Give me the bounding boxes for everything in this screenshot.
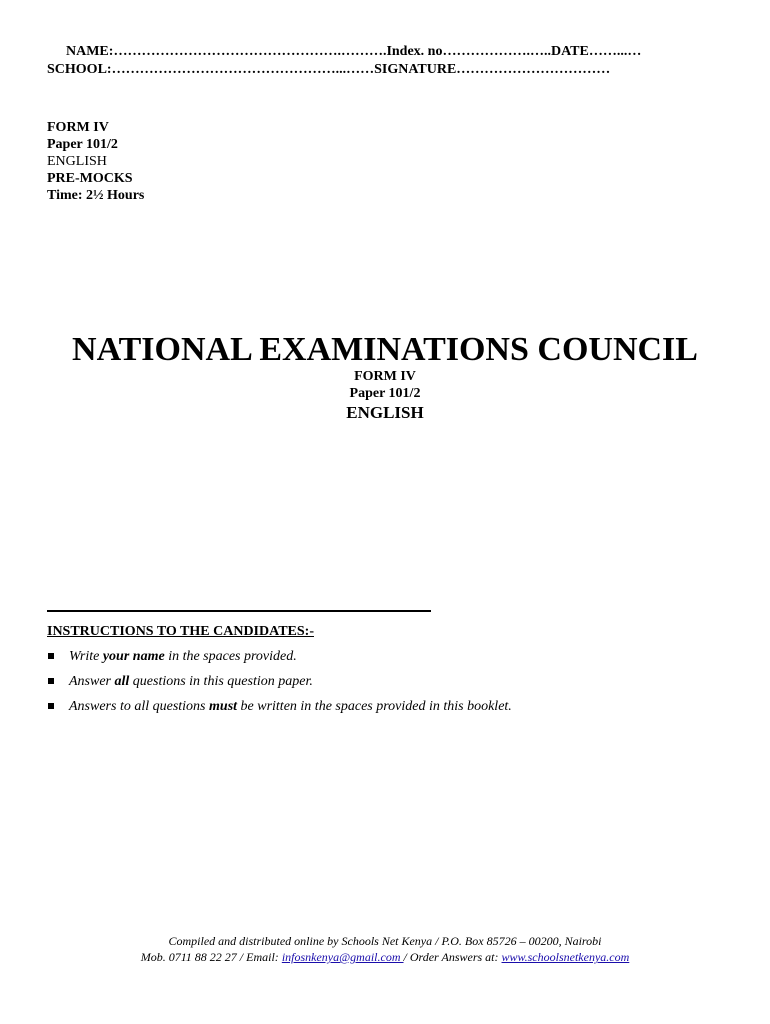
title-form: FORM IV [354,369,416,384]
website-link[interactable]: www.schoolsnetkenya.com [501,950,630,964]
square-bullet-icon [48,703,54,709]
date-label: DATE [550,44,589,59]
index-label: Index. no [386,44,443,59]
meta-exam: PRE-MOCKS [47,171,133,186]
square-bullet-icon [48,653,54,659]
footer-mob-text: Mob. 0711 88 22 27 / Email: [140,950,282,964]
meta-time: Time: 2½ Hours [47,188,145,203]
instruction-text: be written in the spaces provided in this booklet. [237,699,512,714]
title-subject: ENGLISH [346,403,424,422]
signature-blank[interactable]: …………………………… [456,62,611,77]
school-label: SCHOOL: [47,62,112,77]
instruction-text: questions in this question paper. [129,674,313,689]
footer-line-1: Compiled and distributed online by Schools Net Kenya / P.O. Box 85726 – 00200, Nairobi [168,934,602,948]
square-bullet-icon [48,678,54,684]
instruction-emphasis: must [209,699,238,714]
instruction-text: Write [69,649,103,664]
divider [47,610,431,612]
date-blank[interactable]: ……...… [588,44,642,59]
name-label: NAME: [66,44,114,59]
meta-subject: ENGLISH [47,154,107,169]
signature-label: SIGNATURE [374,62,457,77]
meta-form: FORM IV [47,120,109,135]
school-signature-line [47,61,610,78]
paper-meta [47,119,144,204]
footer-order-text: / Order Answers at: [403,950,502,964]
name-index-date-line [66,43,641,60]
footer-line-2 [0,949,770,965]
index-blank[interactable]: ……………….….. [442,44,551,59]
instruction-emphasis: your name [102,649,165,664]
email-link[interactable]: infosnkenya@gmail.com [281,950,404,964]
instruction-text: in the spaces provided. [164,649,297,664]
name-blank[interactable]: ………………………………………….………. [113,44,387,59]
instructions-heading: INSTRUCTIONS TO THE CANDIDATES:- [47,624,314,639]
school-blank[interactable]: …………………………………………...…… [111,62,375,77]
instruction-text: Answers to all questions [69,699,210,714]
instruction-emphasis: all [114,674,130,689]
title-paper: Paper 101/2 [349,386,421,401]
council-title: NATIONAL EXAMINATIONS COUNCIL [72,331,698,368]
meta-paper: Paper 101/2 [47,137,118,152]
instruction-text: Answer [69,674,115,689]
